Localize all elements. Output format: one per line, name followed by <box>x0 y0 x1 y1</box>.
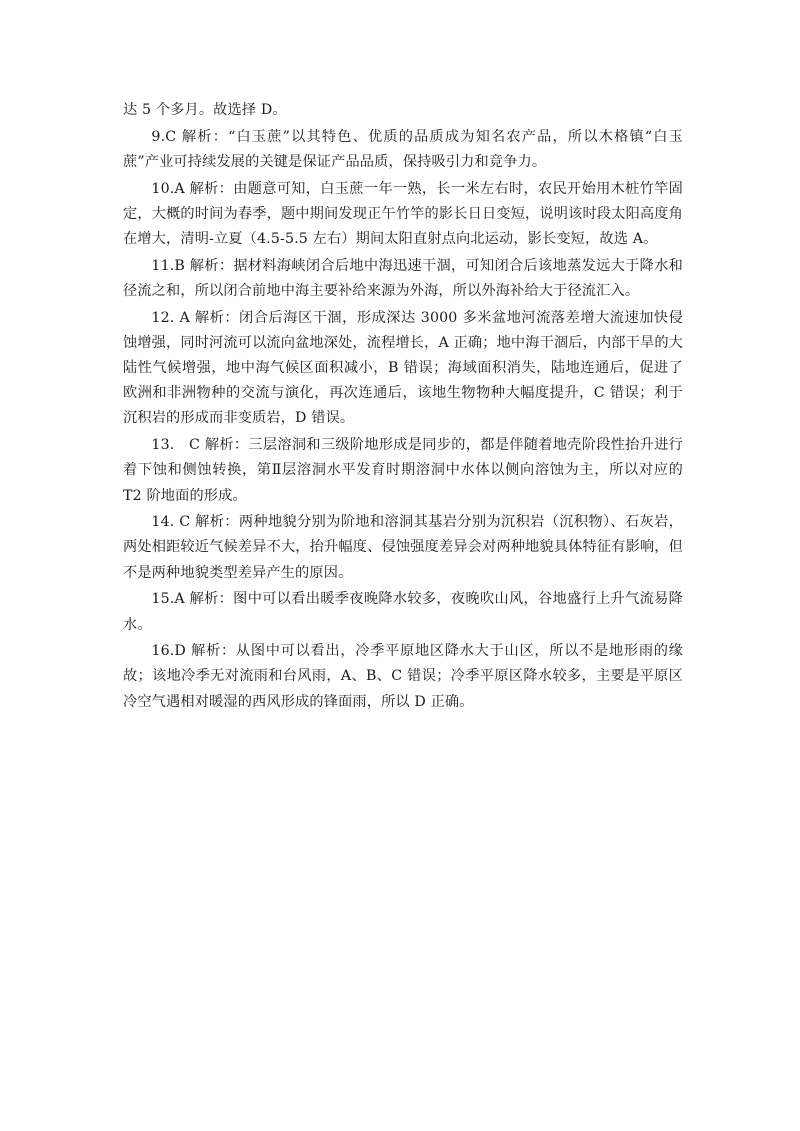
answer-12-explanation: 12. A 解析：闭合后海区干涸，形成深达 3000 多米盆地河流落差增大流速加快侵蚀增强，同时河流可以流向盆地深处，流程增长，A 正确；地中海干涸后，内部干旱的大陆性气候增强，地中海气候区面积减小，B 错误；海域面积消失，陆地连通后，促进了欧洲和非洲物种的交流与演化，再次连通后，该地生物物种大幅度提升，C 错误；利于沉积岩的形成而非变质岩，D 错误。 <box>123 309 683 427</box>
answer-11-explanation: 11.B 解析：据材料海峡闭合后地中海迅速干涸，可知闭合后该地蒸发远大于降水和径流之和，所以闭合前地中海主要补给来源为外海，所以外海补给大于径流汇入。 <box>123 257 683 299</box>
answer-16-explanation: 16.D 解析：从图中可以看出，冷季平原地区降水大于山区，所以不是地形雨的缘故；该地冷季无对流雨和台风雨，A、B、C 错误；冷季平原区降水较多，主要是平原区冷空气遇相对暖湿的西风形成的锋面雨，所以 D 正确。 <box>123 643 683 710</box>
answer-14-explanation: 14. C 解析：两种地貌分别为阶地和溶洞其基岩分别为沉积岩（沉积物）、石灰岩，两处相距较近气候差异不大，抬升幅度、侵蚀强度差异会对两种地貌具体特征有影响，但不是两种地貌类型差异产生的原因。 <box>123 514 683 581</box>
answer-explanations <box>123 98 683 716</box>
answer-15-explanation: 15.A 解析：图中可以看出暖季夜晚降水较多，夜晚吹山风，谷地盛行上升气流易降水。 <box>123 591 683 633</box>
paragraph-continuation: 达 5 个多月。故选择 D。 <box>123 102 287 118</box>
answer-9-explanation: 9.C 解析：“白玉蔗”以其特色、优质的品质成为知名农产品，所以木格镇“白玉蔗”产业可持续发展的关键是保证产品品质，保持吸引力和竞争力。 <box>123 128 683 170</box>
answer-10-explanation: 10.A 解析：由题意可知，白玉蔗一年一熟，长一米左右时，农民开始用木桩竹竿固定，大概的时间为春季，题中期间发现正午竹竿的影长日日变短，说明该时段太阳高度角在增大，清明-立夏（4.5-5.5 左右）期间太阳直射点向北运动，影长变短，故选 A。 <box>123 180 683 248</box>
answer-13-explanation: 13. C 解析：三层溶洞和三级阶地形成是同步的，都是伴随着地壳阶段性抬升进行着下蚀和侧蚀转换，第Ⅱ层溶洞水平发育时期溶洞中水体以侧向溶蚀为主，所以对应的 T2 阶地面的形成。 <box>123 437 683 504</box>
